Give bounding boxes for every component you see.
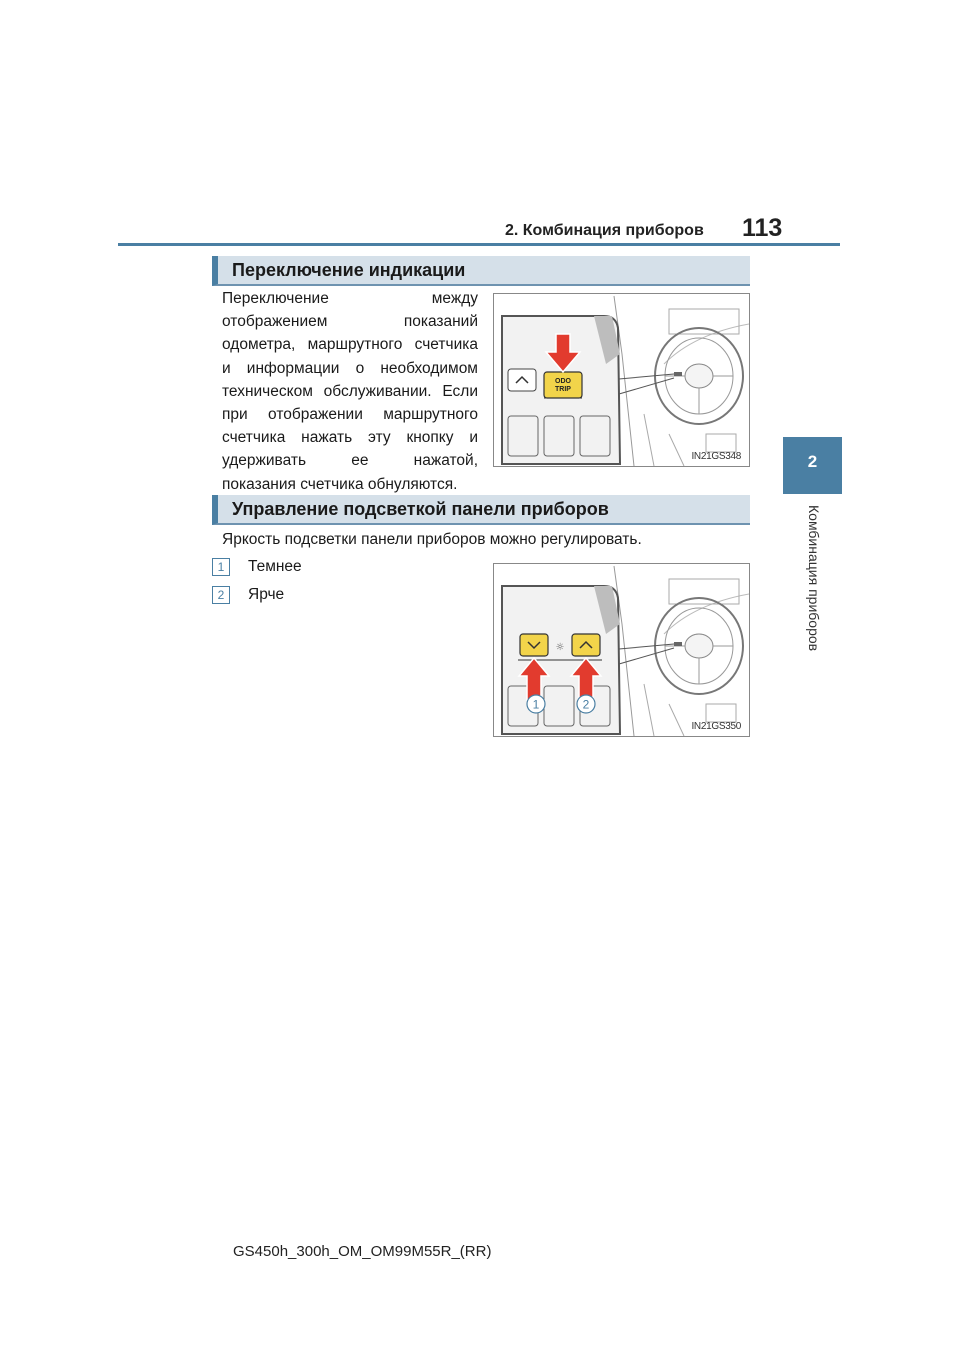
odo-trip-illustration: [493, 293, 750, 467]
chapter-side-label-wrap: [804, 505, 826, 655]
word: показаний: [403, 313, 478, 331]
brightness-drawing: [494, 564, 749, 736]
word: маршрутного: [383, 405, 478, 423]
page-number: 113: [742, 214, 783, 242]
paragraph-line: [222, 403, 478, 426]
list-item-brighter: [212, 586, 284, 604]
word: и: [469, 429, 478, 447]
word: маршрутного: [307, 336, 403, 354]
number-badge: 2: [212, 586, 230, 604]
paragraph-line: [222, 426, 478, 449]
list-item-text: Ярче: [248, 586, 285, 603]
word: одометра,: [222, 336, 296, 354]
darker-button: [520, 634, 548, 656]
word: при: [222, 405, 248, 423]
word: ее: [351, 452, 369, 470]
word: необходимом: [380, 359, 478, 377]
footer-document-id: GS450h_300h_OM_OM99M55R_(RR): [233, 1243, 492, 1260]
section2-intro: Яркость подсветки панели приборов можно регулировать.: [222, 531, 642, 548]
word: обслуживании.: [323, 382, 432, 400]
word: отображением: [222, 313, 328, 331]
word: информации: [246, 359, 340, 377]
odo-trip-drawing: [494, 294, 749, 466]
running-header-title: 2. Комбинация приборов: [505, 222, 704, 239]
section-header-display-switch: [212, 256, 750, 286]
word: нажать: [301, 429, 353, 447]
chapter-side-label: Комбинация приборов: [806, 505, 822, 652]
trip-button-label: TRIP: [555, 386, 571, 393]
section-title: Переключение индикации: [232, 260, 466, 280]
panel-light-icon: ☼: [555, 642, 565, 653]
word: отображении: [268, 405, 363, 423]
list-item-text: Темнее: [248, 558, 302, 575]
header-rule: [118, 243, 840, 246]
list-item-darker: [212, 558, 302, 576]
paragraph-line: [222, 473, 478, 496]
word: счетчика: [414, 336, 478, 354]
paragraph-line: [222, 310, 478, 333]
paragraph-line: [222, 357, 478, 380]
brighter-button: [572, 634, 600, 656]
section-header-panel-light: [212, 495, 750, 525]
word: техническом: [222, 382, 313, 400]
chapter-tab-number: 2: [807, 452, 818, 471]
section-title: Управление подсветкой панели приборов: [232, 499, 609, 519]
paragraph-line: [222, 449, 478, 472]
figure-code: IN21GS350: [691, 721, 741, 732]
word: счетчика: [222, 429, 286, 447]
word: кнопку: [406, 429, 454, 447]
odo-button-label: ODO: [555, 378, 571, 385]
brightness-illustration: [493, 563, 750, 737]
word: показания счетчика обнуляются.: [222, 475, 458, 493]
word: Если: [442, 382, 478, 400]
callout-1: 1: [532, 697, 540, 712]
word: удерживать: [222, 452, 307, 470]
word: нажатой,: [413, 452, 478, 470]
paragraph-line: [222, 287, 478, 310]
word: между: [431, 290, 478, 307]
word: о: [355, 359, 365, 377]
section1-paragraph: [222, 287, 478, 496]
number-badge: 1: [212, 558, 230, 576]
word: Переключение: [222, 290, 329, 307]
word: эту: [368, 429, 391, 447]
callout-2: 2: [582, 697, 590, 712]
word: и: [222, 359, 231, 377]
figure-code: IN21GS348: [691, 451, 741, 462]
paragraph-line: [222, 380, 478, 403]
paragraph-line: [222, 333, 478, 356]
